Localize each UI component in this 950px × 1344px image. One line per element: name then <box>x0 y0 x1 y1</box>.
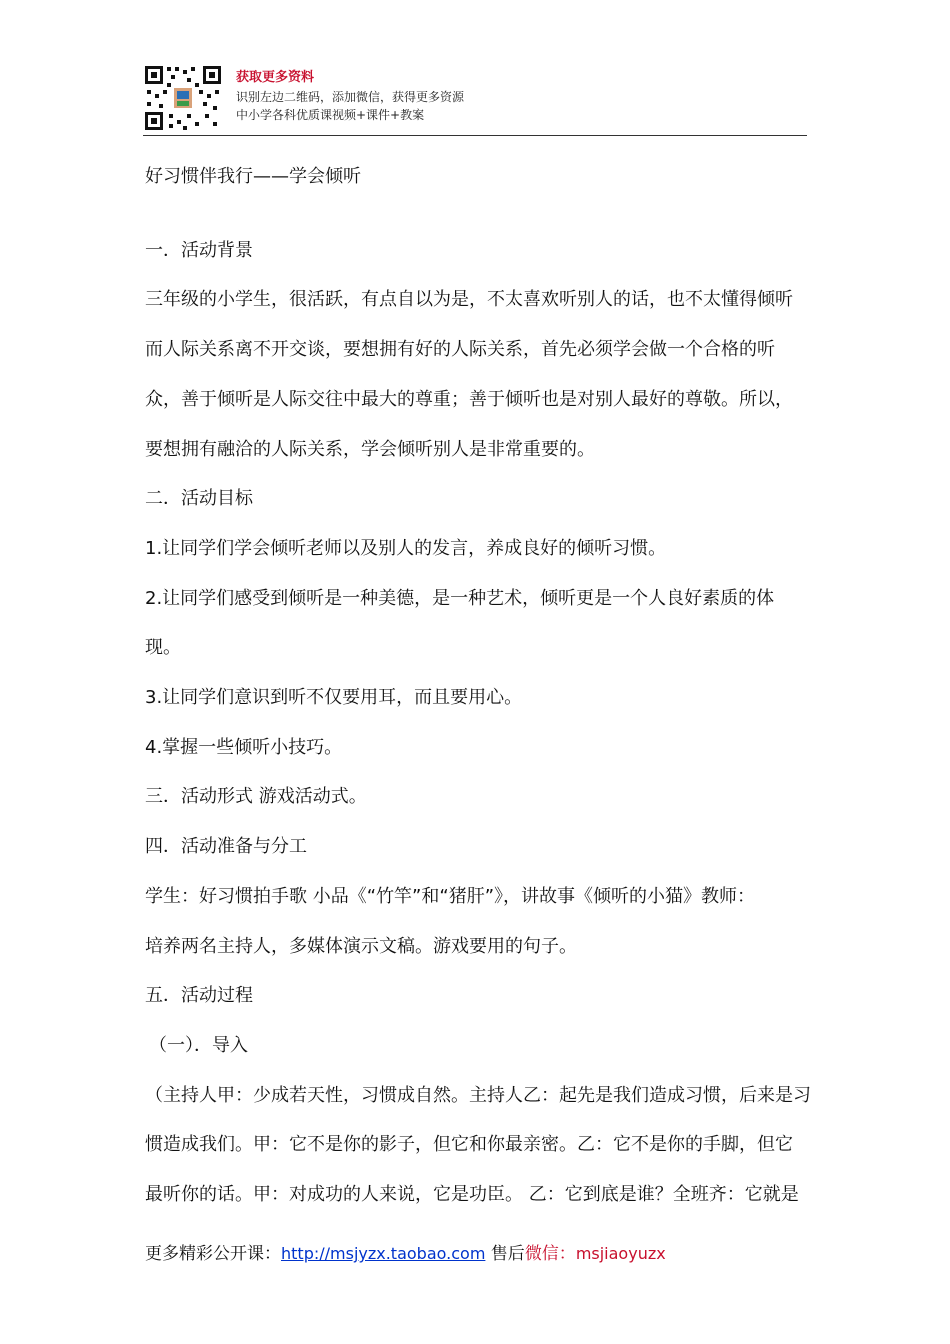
section-heading: 一．活动背景 <box>145 239 253 261</box>
paragraph-line: 培养两名主持人，多媒体演示文稿。游戏要用的句子。 <box>145 935 577 957</box>
footer-wechat-label: 微信： <box>524 1244 576 1264</box>
list-item: 4.掌握一些倾听小技巧。 <box>145 736 343 758</box>
paragraph-line: 众，善于倾听是人际交往中最大的尊重；善于倾听也是对别人最好的尊敬。所以， <box>145 388 793 410</box>
paragraph-line: 要想拥有融洽的人际关系，学会倾听别人是非常重要的。 <box>145 438 595 460</box>
paragraph-line: 而人际关系离不开交谈，要想拥有好的人际关系，首先必须学会做一个合格的听 <box>145 339 775 361</box>
header-subtitle: 识别左边二维码，添加微信，获得更多资源 <box>236 90 465 104</box>
subsection-heading: （一）．导入 <box>149 1034 248 1056</box>
footer <box>145 1239 666 1264</box>
paragraph-line: （主持人甲：少成若天性，习惯成自然。主持人乙：起先是我们造成习惯，后来是习 <box>145 1084 811 1106</box>
paragraph-line: 学生：好习惯拍手歌 小品《“竹竿”和“猪肝”》，讲故事《倾听的小猫》教师： <box>145 885 756 907</box>
header-title: 获取更多资料 <box>236 70 315 85</box>
paragraph-line: 最听你的话。甲：对成功的人来说，它是功臣。 乙：它到底是谁？全班齐：它就是 <box>145 1184 799 1206</box>
header-subtitle-2: 中小学各科优质课视频+课件+教案 <box>236 108 425 122</box>
list-item: 1.让同学们学会倾听老师以及别人的发言，养成良好的倾听习惯。 <box>145 537 667 559</box>
header-banner <box>143 64 807 134</box>
footer-link[interactable]: http://msjyzx.taobao.com <box>281 1244 486 1263</box>
document-body <box>145 152 810 1220</box>
section-heading: 二．活动目标 <box>145 488 253 510</box>
paragraph-line: 惯造成我们。甲：它不是你的影子，但它和你最亲密。乙：它不是你的手脚，但它 <box>145 1134 793 1156</box>
qr-code-icon <box>143 64 223 132</box>
footer-middle: 售后 <box>485 1244 525 1264</box>
section-heading: 四．活动准备与分工 <box>145 836 307 858</box>
list-item: 3.让同学们意识到听不仅要用耳，而且要用心。 <box>145 687 523 709</box>
header-divider <box>143 135 807 136</box>
footer-wechat-id: msjiaoyuzx <box>575 1244 666 1263</box>
footer-prefix: 更多精彩公开课： <box>145 1244 281 1264</box>
paragraph-line: 三年级的小学生，很活跃，有点自以为是，不太喜欢听别人的话，也不太懂得倾听 <box>145 289 793 311</box>
paragraph-line: 现。 <box>145 637 181 659</box>
section-heading: 三．活动形式 游戏活动式。 <box>145 786 367 808</box>
section-heading: 五．活动过程 <box>145 985 253 1007</box>
document-title: 好习惯伴我行——学会倾听 <box>145 166 361 187</box>
header-text <box>236 68 464 124</box>
list-item: 2.让同学们感受到倾听是一种美德，是一种艺术，倾听更是一个人良好素质的体 <box>145 587 775 609</box>
